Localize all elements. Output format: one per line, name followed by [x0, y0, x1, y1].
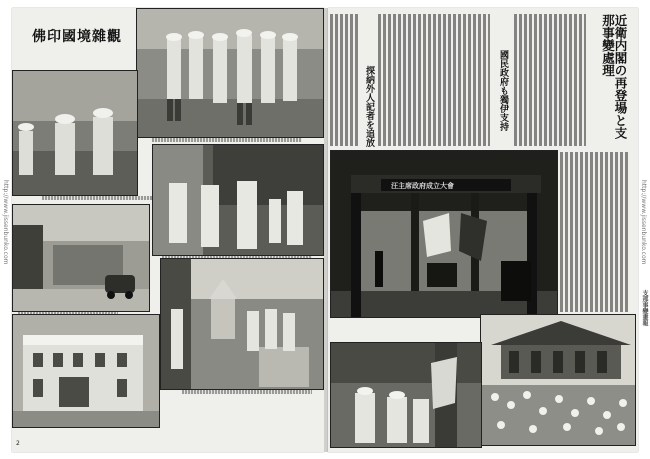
- article-body-column-2: [378, 14, 490, 146]
- photo-soldiers-group: [136, 8, 324, 138]
- caption-shrine: [182, 390, 312, 394]
- ceremony-banner: 汪主席政府成立大會: [391, 181, 454, 190]
- right-page: [328, 8, 638, 452]
- photo-officials-flag: [330, 342, 482, 448]
- right-page-headline: 近衛内閣の再登場と支那事變處理: [600, 14, 628, 139]
- left-page-number: 2: [16, 440, 20, 447]
- subhead-expel-reporters: 探納外人記者を追放: [364, 66, 374, 147]
- left-margin-url: http://www.jissenbunko.com: [2, 180, 9, 265]
- right-margin-url: http://www.jissenbunko.com: [640, 180, 647, 265]
- photo-colonial-building: [12, 314, 160, 428]
- right-margin-tab: 支那事變畫報: [641, 290, 648, 326]
- article-body-column-4: [560, 152, 630, 312]
- photo-ceremony-gate: [330, 150, 558, 318]
- photo-palace-crowd: [480, 314, 636, 446]
- subhead-national-government: 國民政府も獨伊支持: [498, 50, 508, 131]
- article-body-column-3: [330, 14, 360, 146]
- photo-family-group: [152, 144, 324, 256]
- caption-soldiers: [152, 138, 302, 142]
- left-page-title: 佛印國境雜觀: [32, 29, 122, 45]
- photo-shrine-soldiers: [160, 258, 324, 390]
- left-page: [12, 8, 324, 452]
- photo-street-car: [12, 204, 150, 312]
- caption-handshake: [42, 196, 162, 200]
- article-body-column-1: [514, 14, 586, 146]
- photo-officers-handshake: [12, 70, 138, 196]
